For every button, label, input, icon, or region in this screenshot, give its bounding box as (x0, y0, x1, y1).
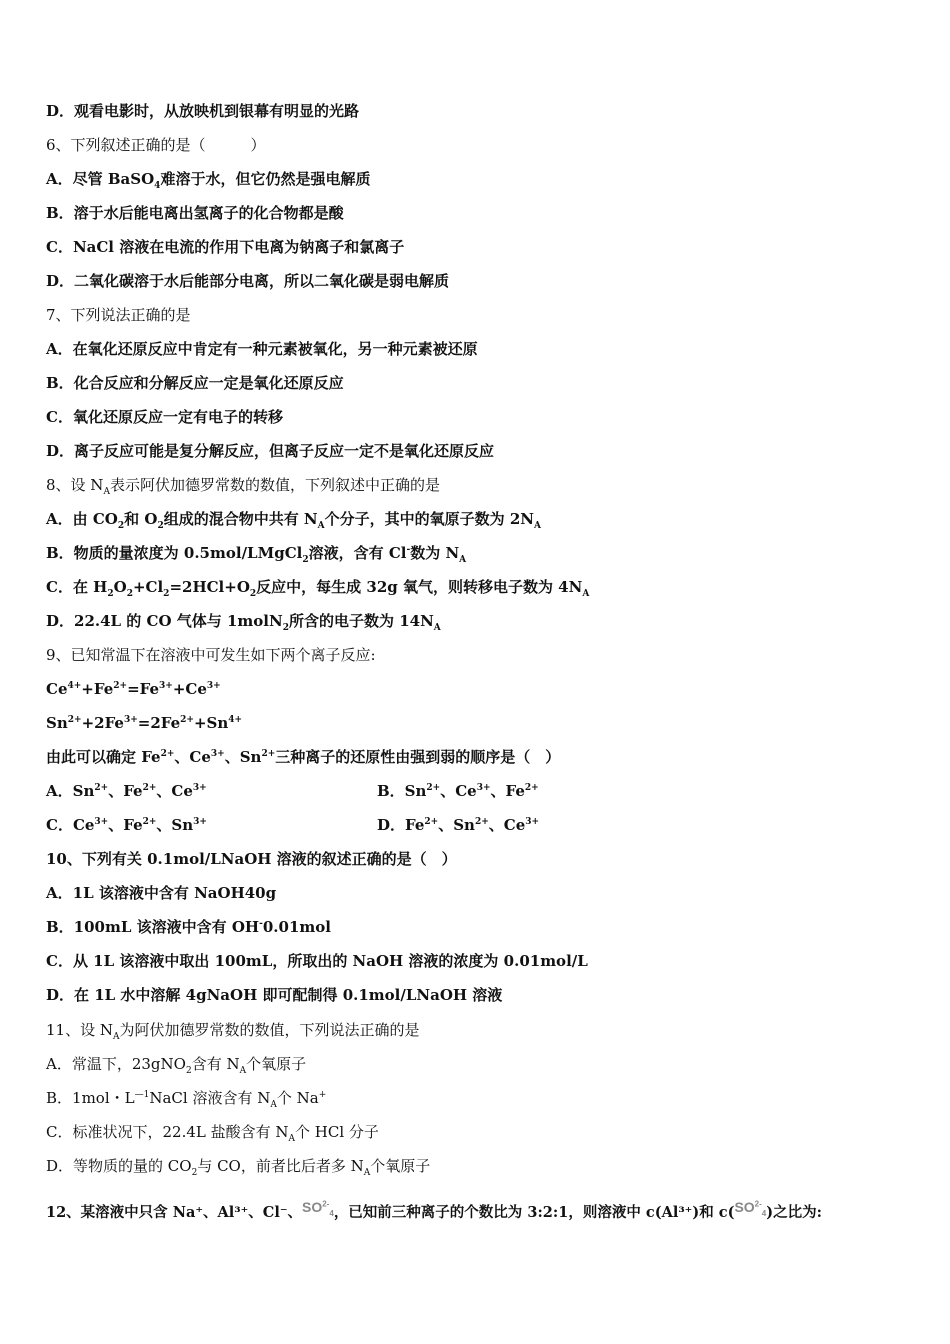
q6-option-c: C．NaCl 溶液在电流的作用下电离为钠离子和氯离子 (46, 238, 405, 256)
q9-options-ab (46, 781, 926, 801)
q9-stem: 9、已知常温下在溶液中可发生如下两个离子反应: (46, 646, 376, 664)
q12-stem: 12、某溶液中只含 Na⁺、Al³⁺、Cl⁻、$SO^{2-}_4$，已知前三种离子的个数比为 3:2:1，则溶液中 c(Al³⁺)和 $c(SO^{2-}_4)$之比为: (46, 1199, 822, 1221)
q7-stem: 7、下列说法正确的是 (46, 306, 191, 324)
q11-option-b: B．1mol・$L^{—1}NaCl$ 溶液含有 $N_A$个 Na+ (46, 1089, 327, 1110)
q6-option-b: B．溶于水后能电离出氢离子的化合物都是酸 (46, 204, 344, 222)
q9-reaction-2: $Sn^{2+}+2Fe^{3+}=2Fe^{2+}+Sn^{4+}$ (46, 714, 243, 732)
sulfate-formula-2: $SO^{2-}_4$ (734, 1199, 767, 1218)
q8-stem: 8、设 $N_A$表示阿伏加德罗常数的数值，下列叙述中正确的是 (46, 476, 440, 497)
q10-option-b: B．100mL 该溶液中含有 OH-0.01mol (46, 918, 331, 936)
q5-option-d: D．观看电影时，从放映机到银幕有明显的光路 (46, 102, 360, 120)
q9-option-b: B．$Sn^{2+}$、$Ce^{3+}$、$Fe^{2+}$ (377, 782, 539, 800)
q10-stem: 10、下列有关 0.1mol/LNaOH 溶液的叙述正确的是（ ） (46, 850, 457, 868)
q9-option-a: A．$Sn^{2+}$、$Fe^{2+}$、$Ce^{3+}$ (46, 782, 207, 800)
q9-option-d: D．$Fe^{2+}$、$Sn^{2+}$、$Ce^{3+}$ (377, 816, 540, 834)
q11-option-a: A．常温下，23gNO$_2$含有 $N_A$个氧原子 (46, 1055, 307, 1076)
q8-option-a: A．由 $CO_2$和 $O_2$组成的混合物中共有 $N_A$个分子，其中的氧原子数为 $2N_A$ (46, 510, 541, 531)
sulfate-formula: $SO^{2-}_4$ (302, 1199, 334, 1218)
q9-options-cd (46, 815, 926, 835)
q7-option-c: C．氧化还原反应一定有电子的转移 (46, 408, 283, 426)
q10-option-a: A．1L 该溶液中含有 NaOH40g (46, 884, 277, 902)
q9-question: 由此可以确定 $Fe^{2+}$、$Ce^{3+}$、$Sn^{2+}$三种离子的还原性由强到弱的顺序是（ ） (46, 748, 561, 766)
q8-option-c: C．在 $H_2O_2+Cl_2=2HCl+O_2$反应中，每生成 32g 氧气，则转移电子数为 $4N_A$ (46, 578, 590, 599)
q6-option-a: A．尽管 BaSO$_4$难溶于水，但它仍然是强电解质 (46, 170, 371, 191)
q7-option-a: A．在氧化还原反应中肯定有一种元素被氧化，另一种元素被还原 (46, 340, 478, 358)
q8-option-d: D．22.4L 的 CO 气体与 1molN$_2$所含的电子数为 $14N_A$ (46, 612, 441, 633)
q11-option-c: C．标准状况下，22.4L 盐酸含有 $N_A$个 HCl 分子 (46, 1123, 379, 1144)
q9-option-c: C．$Ce^{3+}$、$Fe^{2+}$、$Sn^{3+}$ (46, 816, 207, 834)
q11-stem: 11、设 $N_A$为阿伏加德罗常数的数值，下列说法正确的是 (46, 1021, 420, 1042)
q6-option-d: D．二氧化碳溶于水后能部分电离，所以二氧化碳是弱电解质 (46, 272, 450, 290)
q6-stem: 6、下列叙述正确的是（ ） (46, 136, 266, 154)
q10-option-c: C．从 1L 该溶液中取出 100mL，所取出的 NaOH 溶液的浓度为 0.01mol/L (46, 952, 588, 970)
q7-option-d: D．离子反应可能是复分解反应，但离子反应一定不是氧化还原反应 (46, 442, 495, 460)
q9-reaction-1: $Ce^{4+}+Fe^{2+}=Fe^{3+}+Ce^{3+}$ (46, 680, 221, 698)
q10-option-d: D．在 1L 水中溶解 4gNaOH 即可配制得 0.1mol/LNaOH 溶液 (46, 986, 503, 1004)
q7-option-b: B．化合反应和分解反应一定是氧化还原反应 (46, 374, 344, 392)
q11-option-d: D．等物质的量的 $CO_2$与 CO，前者比后者多 $N_A$个氧原子 (46, 1157, 431, 1178)
q8-option-b: B．物质的量浓度为 0.5mol/LMgCl$_2$溶液，含有 Cl-数为 $N_A$ (46, 544, 467, 565)
